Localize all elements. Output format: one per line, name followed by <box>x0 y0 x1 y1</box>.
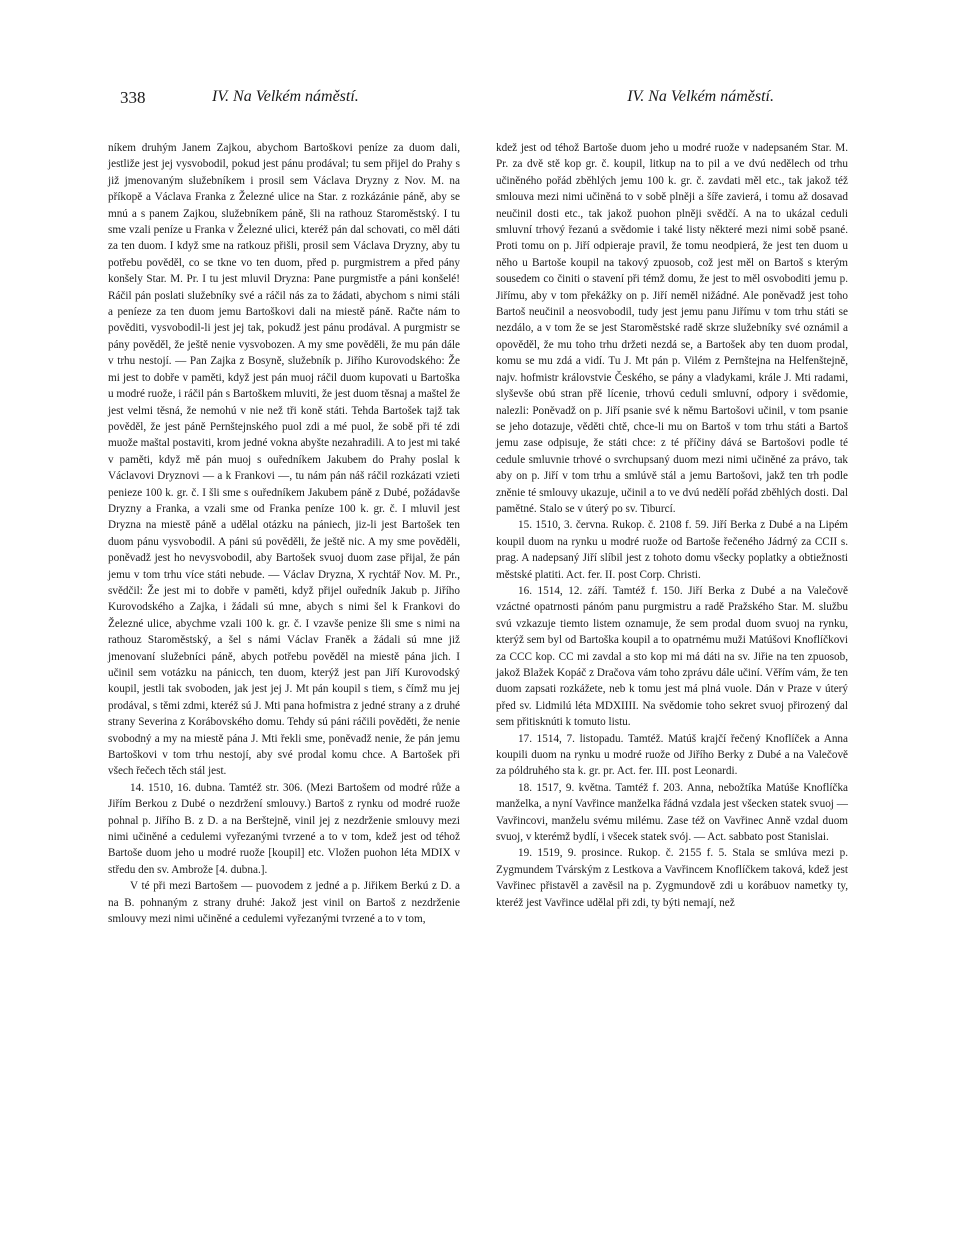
entry-14: 14. 1510, 16. dubna. Tamtéž str. 306. (Mezi Bartošem od modré růže a Jiřím Berkou z Dubé o nezdržení smlouvy.) Bartoš z rynku od modré ruože pohnal p. Jiřího B. z D. a na Berštejně, vinil jej z nezdrženie smlouvy mezi nimi učiněné a cedulemi vyřezanými tvrzené a to v tom, kdež jest od téhož Bartoše duom jeho u modré ruože [koupil] etc. Vložen puohon léta MDIX v středu den sv. Ambrože [4. dubna.]. <box>108 781 460 876</box>
entry-19: 19. 1519, 9. prosince. Rukop. č. 2155 f. 5. Stala se smlúva mezi p. Zygmundem Tvárským z Lestkova a Vavřincem Knoflíčkem taková, kdež jest Vavřinec přistavěl a zavěsil na p. Zygmundově zdi u korábuov nametky ty, kteréž jest Vavřince udělal při zdi, ty býti nemají, než <box>496 847 848 909</box>
running-head-right: IV. Na Velkém náměstí. <box>627 88 774 105</box>
right-column <box>496 140 848 911</box>
entry-17: 17. 1514, 7. listopadu. Tamtéž. Matúš krajčí řečený Knoflíček a Anna koupili duom na rynku u modré ruože od Jiřího Berky z Dubé a na Valečově za póldruhého sta k. gr. pr. Act. fer. III. post Leonardi. <box>496 732 848 778</box>
entry-16: 16. 1514, 12. září. Tamtéž f. 150. Jiří Berka z Dubé a na Valečově vzáctné opatrnosti pánóm panu purgmistru a radě Pražského Star. M. službu svú vzkazuje tiemto listem oznamuje, že sem prodal duom svuoj na rynku, kterýž sem byl od Bartoška koupil a to opatrnému muži Matúšovi Knoflíčkovi za CCC kop. CC mi zavdal a sto kop mi má dáti na sv. Jiřie na ten zpuosob, jakož Blažek Kopáč z Dračova vám toho zprávu dále učiní. Věřím vám, že ten duom zapsati rozkážete, neb k tomu jest má plná vuole. Dán v Praze v úterý před sv. Lidmilú léta MDXIIII. Na svědomie toho sekret svuoj přirozený dal sem přitisknúti k tomuto listu. <box>496 584 848 729</box>
running-head-left: IV. Na Velkém náměstí. <box>212 88 359 105</box>
page-header <box>120 88 840 112</box>
page-number: 338 <box>120 88 146 107</box>
entry-18: 18. 1517, 9. května. Tamtéž f. 203. Anna, nebožtíka Matúše Knoflíčka manželka, a nyní Vavřince manželka řádná vzdala jest všecken statek svuoj — Vavřincovi, manželu svému milému. Zase též on Vavřinec Anně vzdal duom svuoj, v kterémž bydlí, i všecek statek svój. — Act. sabbato post Stanislai. <box>496 781 848 844</box>
left-column <box>108 140 460 928</box>
paragraph: kdež jest od téhož Bartoše duom jeho u modré ruože v nadepsaném Star. M. Pr. za dvě stě kop gr. č. koupil, litkup na to pil a ve dvú nedělech od trhu učiněného pořád zběhlých jemu 100 k. gr. č. zavdati měl etc., tak jakož též smlouva mezi nimi učiněná to v sobě plněji a šíře zavierá, i tomu až dosavad neučinil dosti etc., tak jakož puohon plněji svědčí. A na to ukázal ceduli smluvní trhový řezanú a svědomie i také listy některé mezi nimi sobě psané. Proti tomu on p. Jiří odpieraje pravil, že tomu neodpierá, že jest ten duom u něho u Bartoše koupil na takový zpuosob, což jest měl on Bartoš s kterým sousedem co činiti o stavení při témž domu, že jest to měl osvoboditi jemu p. Jiřímu, aby v tom překážky on p. Jiří neměl nižádné. Ale poněvadž jest toho Bartoš neučinil a neosvobodil, tudy jest jemu panu Jiřímu v tom trhu státi se nezdálo, a v tom že se jest Staroměstské radě skrze služebníky své oznámil a opověděl, že mu toho trhu držeti nezdá se, a Bartošek aby ten duom prodal, komu se mu zdá a vidí. Tu J. Mt pán p. Vilém z Pernštejna na Helfenštejně, najv. hofmistr královstvie Českého, se pány a vladykami, krále J. Mti radami, slyševše obú stran přě lícenie, trhovú ceduli smluvní, odpory i svědomie, nalezli: Poněvadž on p. Jiří psanie své k němu Bartošovi učinil, v tom psanie se jeho dotazuje, věděti chtě, chce-li mu on Bartoš v tom trhu státi a Bartoš jemu zase odpisuje, že státi chce: z té příčiny dává se Bartošovi podle té cedule smluvnie trhové o svrchupsaný duom mezi nimi učiněné za právo, tak aby on p. Jiří v tom trhu a smlúvě stál a jemu Bartošovi, jakž ten trh podle zněnie té smlouvy ukazuje, učinil a to ve dvú nedělí pořád zběhlých dosti. Dal pamětné. Stalo se v úterý po sv. Tiburcí. <box>496 142 848 515</box>
paragraph: V té při mezi Bartošem — puovodem z jedné a p. Jiřikem Berkú z D. a na B. pohnaným z strany druhé: Jakož jest vinil on Bartoš z nezdrženie smlouvy mezi nimi učiněné a cedulemi vyřezanými tvrzené a to v tom, <box>108 880 460 926</box>
entry-15: 15. 1510, 3. června. Rukop. č. 2108 f. 59. Jiří Berka z Dubé a na Lipém koupil duom na rynku u modré ruože od Bartoše řečeného Jádrný za CCII s. prag. A nadepsaný Jiří slíbil jest z tohoto domu všecky poplatky a obtiežnosti městské platiti. Act. fer. II. post Corp. Christi. <box>496 519 848 581</box>
paragraph: níkem druhým Janem Zajkou, abychom Bartoškovi peníze za duom dali, jestliže jest jej vysvobodil, pokud jest pánu prodával; tu sem přijel do Prahy s již jmenovaným služebníkem i prosil sem Václava Dryzny z Nov. M. na příkopě a Václava Franka z Železné ulice na Star. z rozkázánie páně, aby se mnú a s panem Zajkou, služebníkem páně, šli na rathouz Staroměstský. I tu sme vzali peníze u Franka v Železné ulici, kteréž pán dal schovati, co měl dáti za ten duom. I když sme na ratkouz přišli, prosil sem Václava Dryzny, aby tu potřebu pověděl, co se tkne vo ten duom, před p. purgmistrem a před pány konšely Star. M. Pr. I tu jest mluvil Dryzna: Pane purgmistře a páni konšelé! Ráčil pán poslati služebníky své a ráčil nás za to žádati, abychom s nimi stáli a peníeze za ten duom jemu Bartoškovi dali na miestě páně. Račte nám to pověditi, vysvobodil-li jest jej tak, pokudž jest pánu prodával. A purgmistr se pány pověděl, že ještě nenie vysvobozen. A my sme pověděli, že mu pán dále v trhu nestojí. — Pan Zajka z Bosyně, služebník p. Jiřího Kurovodského: Že mi jest to dobře v paměti, když jest pán muoj ráčil duom kupovati u Bartoška u modré ruože, i ráčil pán s Bartoškem mluviti, že jest duom těsnaj a maštel že jest velmi těsná, že nemohú v nie než tři koně státi. Tehda Bartošek tajž tak pověděl, že jest páně Pernštejnského puol zdi a mé puol, že sobě při té zdi muože maštal postaviti, krom jedné vokna abyšte nezahradili. A to jest mi také v paměti, když mě pán muoj s ouředníkem Jakubem do Prahy poslal k Václavovi Dryznovi — a k Frankovi —, tu nám pán náš ráčil rozkázati vzieti penieze 100 k. gr. č. I šli sme s ouředníkem Jakubem páně z Dubé, požádavše Dryzny a Franka, a vzali sme od Franka peníze 100 k. gr. č. I mluvil jest Dryzna na miestě páně a udělal otázku na pániech, jiz-li jest Bartošek ten duom pánu vysvobodil. A páni sú pověděli, že ještě nic. A my sme pověděli, poněvadž jest ho nevysvobodil, aby Bartošek svuoj duom zase přijal, že pán jemu v tom trhu více státi nebude. — Václav Dryzna, X rychtář Nov. M. Pr., svědčil: Že jest mi to dobře v paměti, když přijel ouředník Jakub p. Jiřího Kurovodského a Zajka, i žádali sú mne, abych s nimi šel k Frankovi do Železné ulice, abychme vzali 100 k. gr. č. I vzavše penize šli sme s nimi na rathouz Staroměstský, a šel s námi Václav Franěk a žádali sú mne již jmenovaní služebníci páně, abych potřebu pověděl na miestě pána jich. I učinil sem votázku na pánicch, ten duom, kterýž jest pan Jiří Kurovodský koupil, jestli tak svoboden, jak jest jej J. Mt pán koupil s tiem, s čímž mu jej prodával, s těmi zdmi, kteréž sú J. Mti pana hofmistra z jedné strany a z druhé strany Severina z Korábovského domu. Tehdy sú páni ráčili pověděti, že nenie svobodný a my na miestě pána J. Mti řekli sme, poněvadž nenie, že pán jemu Bartoškovi v tom trhu nestojí, aby své prodal komu chce. A Bartošek při všech řečech těch stál jest. <box>108 142 460 778</box>
